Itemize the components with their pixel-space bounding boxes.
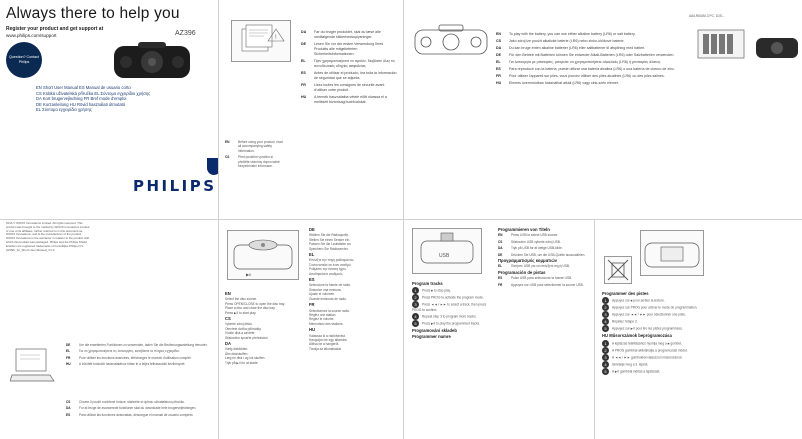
step: Sintonice una emisora. [309, 287, 342, 292]
manual-language-list [36, 85, 150, 113]
legal-text: 2016 © WOOX Innovations Limited. All rights reserved. This product was brought to the market by WOOX Innovations Limited or one of its affiliates, further referred to in this document as WOOX Innovations, and is the manufacturer of the product. WOOX Innovations is the warrantor in relation to the product with which this booklet was packaged. Philips and the Philips Shield Emblem are registered trademarks of Koninklijke Philips N.V. [6, 221, 90, 248]
lang-code: DE [66, 343, 71, 347]
step: Stisknutím spusťte přehrávání. [225, 335, 269, 340]
power-row [496, 53, 686, 58]
step: Passen Sie die Lautstärke an. [309, 242, 352, 247]
lang-code: DA [496, 46, 502, 50]
laptop-illustration [10, 345, 55, 385]
safety-row [225, 155, 285, 168]
safety-illustration [231, 20, 291, 62]
safety-row [301, 42, 397, 57]
manual-line: CS Krátká uživatelská příručka EL Σύντομο εγχειρίδιο χρήσης [36, 90, 151, 96]
lang-code: EN [498, 233, 503, 238]
safety-row [301, 59, 397, 69]
power-row [496, 32, 686, 37]
pc-row-text: Chcete-li použít rozšířené funkce, stáhněte si úplnou uživatelskou příručku. [79, 400, 185, 404]
step: Læg en disk i og luk skuffen. [225, 356, 266, 361]
power-badge: AA/LR6/UM-3 PC. 1DS... [689, 14, 725, 18]
pc-text [66, 343, 211, 369]
power-row-text: Para reproducir con la batería, puede utilizar una batería alcalina (LR6) o una batería de cloruro de zinc. [509, 67, 675, 71]
lang-code: EN [225, 291, 231, 296]
step: Állítsa be a hangerőt. [309, 342, 340, 347]
usb-row [498, 233, 590, 237]
fold-line [594, 220, 595, 439]
pc-row [66, 349, 211, 353]
power-row [496, 39, 686, 44]
pc-row [66, 343, 211, 347]
fr-hu-text [602, 290, 798, 375]
manual-line: EN Short User Manual ES Manual de usuario corto [36, 85, 131, 90]
section-title: Program tracks [412, 281, 443, 286]
step: Stellen Sie einen Sender ein. [309, 237, 351, 242]
safety-text: Před použitím výrobku si přečtěte všechny doprovodné bezpečnostní informace. [238, 155, 280, 169]
usb-row [498, 240, 590, 244]
lang-code: EL [496, 60, 501, 64]
pc-row-text: Um die erweiterten Funktionen zu verwenden, laden Sie die Bedienungsanleitung herunter. [79, 343, 208, 347]
step: 3 Appuyez sur ◄◄ / ►► pour sélectionner une piste. [602, 311, 798, 318]
step: 3 Press ◄◄ / ►► to select a track, then press PROG to confirm. [412, 302, 487, 313]
section-title: Προγραμματισμός κομματιών [498, 258, 558, 264]
power-row-text: Du kan bruge enten alkaline batterier (LR6) eller saltbatterier til afspilning med batteri. [509, 46, 646, 50]
step: 4 Repeat step 3 to program more tracks. [412, 313, 490, 320]
step: 4 Ismételje meg a 3. lépést. [602, 361, 798, 368]
step: Press OPEN/CLOSE to open the disc tray. [225, 301, 285, 306]
section-title: Programování skladeb [412, 327, 457, 333]
lang-code: HU [301, 95, 307, 99]
usb-row-text: Press USB to select USB source. [511, 233, 559, 238]
step: Mémorisez des stations. [309, 321, 344, 326]
lang-code: EL [301, 59, 306, 63]
manual-line: DA Kort brugervejledning FR Bref mode d'emploi [36, 96, 127, 102]
section-title: HU Műsorszámok beprogramozása [602, 333, 672, 339]
lang-code: DE [309, 227, 315, 232]
power-text [496, 32, 686, 88]
lang-code: ES [498, 276, 503, 281]
boombox-illustration [412, 22, 490, 58]
step: 1 A lejátszás leállításához nyomja meg a ■ gombot. [602, 340, 798, 347]
step: 4 Répétez l'étape 3. [602, 318, 798, 325]
safety-text: A termék használatba vétele előtt olvassa el a mellékelt biztonsági tudnivalókat. [314, 95, 387, 104]
lang-code: FR [309, 302, 315, 308]
contact-badge-text: Question? Contact Philips [9, 55, 39, 64]
lang-code: ES [496, 67, 501, 71]
download-panel [0, 220, 218, 439]
step: Επιλέξτε την πηγή ραδιοφώνου. [309, 258, 355, 263]
model-number: AZ396 [175, 30, 196, 37]
lang-code: CS [496, 39, 501, 43]
usb-illustration [412, 228, 482, 274]
step: Tárolja az állomásokat. [309, 346, 342, 351]
product-image [112, 40, 192, 80]
step: Réglez une station. [309, 312, 337, 317]
usb-row-text: Pulse USB para seleccionar la fuente USB. [511, 276, 573, 281]
power-row [496, 74, 686, 79]
safety-row [301, 71, 397, 81]
step: 2 A PROG gombbal aktiválhatja a programozási módot. [602, 347, 798, 354]
pc-row-text: Para utilizar las funciones avanzadas, descargue el manual de usuario completo. [79, 412, 194, 417]
brand-wordmark: PHILIPS [133, 177, 217, 195]
lang-code: HU [496, 81, 502, 85]
section-title: Programación de pistas [498, 269, 546, 275]
power-row [496, 46, 686, 51]
safety-row [301, 30, 397, 40]
pc-row-text: A bővített funkciók használatához töltse le a teljes felhasználói kézikönyvet. [79, 362, 186, 367]
pc-row [66, 406, 211, 410]
usb-row [498, 283, 590, 287]
section-title: Programmer des pistes [602, 291, 649, 296]
lang-code: EL [66, 349, 71, 354]
boombox-back-illustration [640, 230, 704, 276]
power-row-text: To play with the battery, you can use either alkaline battery (LR6) or salt battery. [509, 32, 636, 36]
program-en [412, 280, 490, 341]
step: Vyberte zdroj disku. [225, 322, 253, 327]
usb-row [498, 264, 590, 268]
step: 2 Press PROG to activate the program mode. [412, 294, 490, 301]
step: Réglez le volume. [309, 317, 335, 322]
step: 5 A ▶II gombbal indítsa a lejátszást. [602, 368, 798, 375]
lang-code: DE [496, 53, 501, 57]
cover-subtitle: Register your product and get support at [6, 26, 104, 32]
power-row-text: Pour utiliser l'appareil sur piles, vous pouvez utiliser des piles alcalines (LR6) ou des piles salines. [509, 74, 665, 78]
usb-row-text: Drücken Sie USB, um die USB-Quelle auszuwählen. [511, 252, 586, 257]
lang-code: DE [301, 42, 306, 46]
usb-row [498, 246, 590, 250]
safety-text: Lesen Sie vor der ersten Verwendung Ihres Produkts alle mitgelieferten Sicherheitsinformationen. [314, 42, 384, 56]
step: Seleccione la fuente de radio. [309, 283, 351, 288]
lang-code: ES [301, 71, 306, 75]
step: 2 Appuyez sur PROG pour activer le mode de programmation. [602, 304, 798, 311]
cover-url[interactable]: www.philips.com/support [6, 33, 57, 38]
safety-row [301, 83, 397, 93]
cd-player-illustration [227, 230, 299, 280]
no-dispose-icon [604, 256, 632, 284]
step: Guarde emisoras de radio. [309, 296, 347, 301]
lang-code: CS [498, 239, 503, 244]
power-panel [404, 0, 802, 219]
step: Συντονιστείτε σε έναν σταθμό. [309, 262, 352, 267]
doc-code: AZ396_12_Short User Manual_V1.0 [6, 248, 55, 252]
lang-code: HU [309, 327, 316, 333]
power-row-text: Elemes üzemmódban használhat alkáli (LR6) vagy cink-szén elemet. [509, 81, 619, 85]
step: Vložte disk a zavřete. [225, 331, 256, 336]
safety-left-text [225, 140, 285, 170]
pc-row [66, 400, 211, 404]
step: Ρυθμίστε την ένταση ήχου. [309, 267, 347, 272]
lang-code: EN [225, 140, 230, 144]
safety-text: Before using your product, read all accompanying safety information. [238, 140, 283, 153]
lang-code: EN [496, 32, 501, 36]
contact-badge [6, 42, 42, 78]
step: Åbn diskskuffen. [225, 351, 249, 356]
step: 1 Press ■ to stop play. [412, 287, 490, 294]
pc-row-text: Pour utiliser les fonctions avancées, téléchargez le manuel d'utilisation complet. [79, 355, 192, 360]
section-title: Programmer numre [412, 334, 451, 340]
step: 5 Appuyez sur ▶II pour lire les pistes programmées. [602, 325, 798, 332]
power-row [496, 60, 686, 65]
step: Place a disc and close the disc tray. [225, 306, 276, 311]
step: 5 Press ▶II to play the programmed tracks. [412, 320, 490, 327]
pc-row [66, 356, 211, 360]
playback-en [225, 290, 305, 365]
lang-code: DA [301, 30, 307, 34]
step: Vælg diskkilden. [225, 347, 249, 352]
safety-text: Lisez toutes les consignes de sécurité avant d'utiliser votre produit. [314, 83, 385, 92]
section-title: Programmieren von Titeln [498, 227, 550, 232]
step: 3 A ◄◄ / ►► gombokkal válasszon műsorszámot. [602, 354, 798, 361]
boombox-side-illustration [754, 30, 800, 62]
lang-code: ES [309, 277, 315, 283]
safety-right-text [301, 30, 397, 107]
lang-code: DA [225, 341, 232, 347]
pc-row [66, 362, 211, 366]
safety-panel [219, 0, 403, 219]
lang-code: DE [498, 252, 503, 257]
lang-code: ES [66, 412, 71, 417]
power-row [496, 81, 686, 86]
step: Ajuste el volumen. [309, 292, 336, 297]
usb-row [498, 253, 590, 257]
usb-row-text: Tryk på USB for at vælge USB-kilde. [511, 246, 563, 251]
step: 1 Appuyez sur ■ pour arrêter la lecture. [602, 297, 798, 304]
step: Otevřete dvířka přihrádky. [225, 326, 262, 331]
step: Sélectionnez la source radio. [309, 308, 350, 313]
lang-code: DA [498, 246, 503, 251]
power-row-text: Für den Betrieb mit Batterien können Sie entweder Alkali-Batterien (LR6) oder Salzbatterien verwenden. [509, 53, 675, 57]
safety-row [301, 95, 397, 105]
lang-code: DA [66, 406, 71, 411]
lang-code: HU [66, 362, 71, 367]
manual-line: EL Σύντομο εγχειρίδιο χρήσης [36, 107, 92, 113]
usb-text [498, 226, 590, 289]
step: Press ▶II to start play. [225, 310, 257, 315]
usb-row-text: Appuyez sur USB pour sélectionner la source USB. [511, 282, 584, 287]
svg-text:▶II: ▶II [246, 272, 252, 277]
step: Speichern Sie Radiosender. [309, 246, 349, 251]
step: Válassza ki a rádióforrást. [309, 333, 346, 338]
lang-code: CS [66, 400, 71, 404]
manual-line: DE Kurzanleitung HU Rövid használati útmutató [36, 101, 126, 107]
lang-code: EL [498, 264, 503, 269]
lang-code: FR [498, 282, 503, 287]
usb-row-text: Πατήστε USB για να επιλέξετε πηγή USB. [511, 264, 570, 269]
safety-text: Πριν χρησιμοποιήσετε το προϊόν, διαβάστε όλες τις συνοδευτικές οδηγίες ασφαλείας. [314, 59, 396, 68]
safety-text: Før du bruger produktet, skal du læse alle medfølgende sikkerhedsoplysninger. [314, 30, 381, 39]
step: Select the disc source. [225, 297, 258, 302]
safety-row [225, 140, 285, 153]
usb-row [498, 276, 590, 280]
radio-text [309, 226, 399, 351]
power-row-text: Για λειτουργία με μπαταρίες, μπορείτε να χρησιμοποιήσετε αλκαλικές (LR6) ή μπαταρίες άλατος. [509, 60, 662, 64]
power-row-text: Jako zdroj lze použít alkalické baterie (LR6) nebo zinko-uhlíkové baterie. [509, 39, 625, 43]
cover-title: Always there to help you [6, 5, 180, 22]
program-panel [404, 220, 802, 439]
step: Tryk på ▶II for at starte. [225, 360, 259, 365]
lang-code: FR [496, 74, 501, 78]
lang-code: EL [309, 252, 315, 258]
philips-shield-icon [207, 158, 218, 175]
lang-code: CS [225, 316, 231, 322]
playback-panel [219, 220, 403, 439]
pc-row [66, 413, 211, 417]
svg-text:USB: USB [439, 253, 450, 259]
battery-illustration [694, 24, 754, 64]
usb-row-text: Stisknutím USB vyberte zdroj USB. [511, 239, 561, 244]
pc-text-lower [66, 400, 211, 419]
pc-row-text: For at bruge de avancerede funktioner skal du downloade hele brugervejledningen. [79, 406, 197, 411]
step: Wählen Sie die Radioquelle. [309, 233, 350, 238]
safety-text: Antes de utilizar el producto, lea toda la información de seguridad que se adjunta. [314, 71, 397, 80]
pc-row-text: Για να χρησιμοποιήσετε τις λειτουργίες, κατεβάστε το πλήρες εγχειρίδιο. [79, 349, 180, 354]
lang-code: FR [301, 83, 306, 87]
lang-code: CS [225, 155, 230, 160]
lang-code: FR [66, 355, 71, 360]
svg-text:!: ! [275, 35, 277, 41]
cover-page [0, 0, 218, 219]
power-row [496, 67, 686, 72]
step: Hangoljon be egy állomást. [309, 337, 348, 342]
step: Αποθηκεύστε σταθμούς. [309, 271, 344, 276]
